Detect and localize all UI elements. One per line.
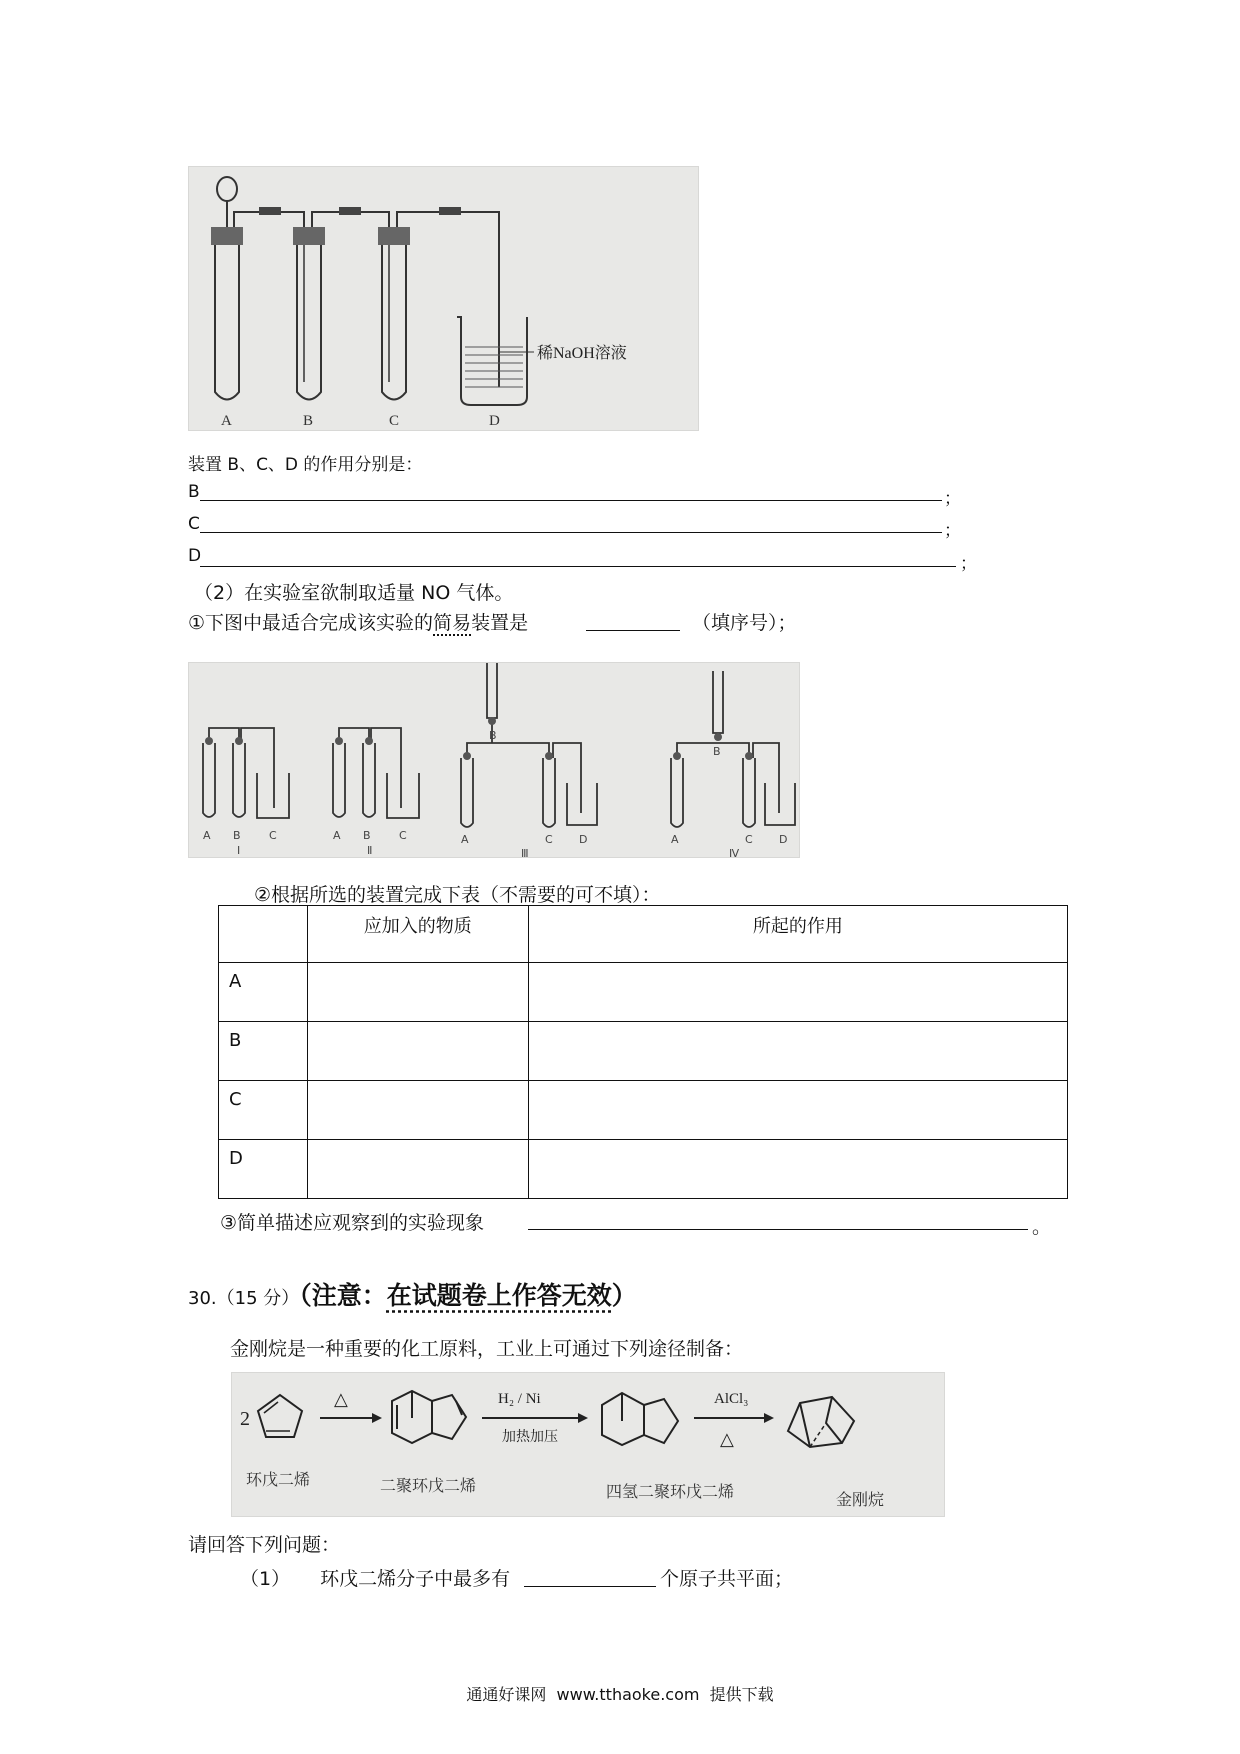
page-footer: 通通好课网 www.tthaoke.com 提供下载 [466,1685,774,1704]
setup4-roman: Ⅳ [729,847,740,858]
q30-intro: 金刚烷是一种重要的化工原料，工业上可通过下列途径制备： [230,1338,744,1360]
setup2-label-b: B [363,829,371,842]
setup1-label-c: C [269,829,277,842]
compound-name-cyclopentadiene: 环戊二烯 [246,1470,311,1489]
apparatus-figure-2 [188,662,800,858]
setup4-label-b: B [713,745,721,758]
q30-sub1-suffix: 个原子共平面； [660,1568,794,1590]
heat-pressure-condition: 加热加压 [502,1429,558,1445]
device-number-answer-line[interactable] [586,630,680,631]
role-cell-b[interactable] [528,1022,1067,1081]
phenomenon-answer-line[interactable] [528,1229,1028,1230]
answer-line-b-label: B [188,482,200,502]
compound-name-adamantane: 金刚烷 [836,1490,885,1509]
answer-line-c-label: C [188,514,200,534]
apparatus-label-c: C [389,413,400,429]
role-cell-d[interactable] [528,1140,1067,1199]
setup4-label-c: C [745,833,753,846]
compound-name-dicyclopentadiene: 二聚环戊二烯 [380,1476,477,1495]
answer-line-d-label: D [188,546,202,566]
setup1-roman: Ⅰ [237,844,241,857]
row-label-a: A [219,963,308,1022]
part2-question-1 [188,608,528,635]
answer-line-c-end: ； [944,521,961,541]
role-cell-c[interactable] [528,1081,1067,1140]
table-row [219,1022,1068,1081]
setup4-label-a: A [671,833,679,846]
setup3-roman: Ⅲ [521,847,529,858]
q30-sub1 [240,1564,510,1591]
apparatus-label-a: A [221,413,232,429]
setup2-label-c: C [399,829,407,842]
row-label-c: C [219,1081,308,1140]
apparatus-figure-2-drawing [189,663,800,858]
part2-question-2: ②根据所选的装置完成下表（不需要的可不填）： [254,884,661,906]
setup1-label-a: A [203,829,211,842]
setup3-label-c: C [545,833,553,846]
table-header-substance: 应加入的物质 [307,906,528,963]
table-row [219,963,1068,1022]
substance-cell-c[interactable] [307,1081,528,1140]
q1-middle: 装置是 [471,612,529,634]
setup3-label-a: A [461,833,469,846]
table-header-row [219,906,1068,963]
apparatus-label-b: B [303,413,314,429]
naoh-solution-label: 稀NaOH溶液 [537,345,627,362]
answer-table [218,905,1068,1199]
substance-cell-a[interactable] [307,963,528,1022]
answer-line-c[interactable] [200,532,942,533]
role-cell-a[interactable] [528,963,1067,1022]
q1-emphasis: 简易 [433,612,472,634]
coplanar-atoms-answer-line[interactable] [524,1586,656,1587]
device-role-prompt: 装置 B、C、D 的作用分别是： [188,455,423,475]
q30-heading [188,1276,637,1312]
h2-ni-reagent: H₂ / Ni [498,1391,541,1407]
heat-symbol-2: △ [720,1429,734,1450]
q30-sub1-number: （1） [240,1568,291,1590]
answer-line-d-end: ； [960,554,977,574]
setup2-roman: Ⅱ [367,844,373,857]
answer-line-b[interactable] [200,500,942,501]
table-row [219,1081,1068,1140]
answer-line-b-end: ； [944,489,961,509]
apparatus-label-d: D [489,413,500,429]
q30-note-suffix: ） [611,1281,637,1310]
scheme-coefficient: 2 [240,1408,250,1430]
substance-cell-d[interactable] [307,1140,528,1199]
table-row [219,1140,1068,1199]
apparatus-figure-1-drawing [189,167,699,431]
q1-suffix: （填序号）； [692,612,797,634]
q30-sub1-text: 环戊二烯分子中最多有 [320,1568,511,1590]
compound-name-tetrahydrodicyclopentadiene: 四氢二聚环戊二烯 [606,1482,735,1501]
q3-end: 。 [1032,1216,1052,1238]
q30-number: 30.（15 分） [188,1288,300,1309]
q30-note-prefix: （注意： [299,1281,387,1310]
part2-intro: （2）在实验室欲制取适量 NO 气体。 [194,582,514,604]
setup3-label-b: B [489,729,497,742]
setup1-label-b: B [233,829,241,842]
heat-symbol-1: △ [334,1389,348,1410]
setup4-label-d: D [779,833,788,846]
synthesis-scheme-drawing [232,1373,945,1517]
alcl3-reagent: AlCl₃ [714,1391,749,1407]
apparatus-figure-1 [188,166,699,431]
q30-ask: 请回答下列问题： [188,1534,341,1556]
substance-cell-b[interactable] [307,1022,528,1081]
part2-question-3: ③简单描述应观察到的实验现象 [220,1212,485,1234]
row-label-b: B [219,1022,308,1081]
setup2-label-a: A [333,829,341,842]
table-header-role: 所起的作用 [528,906,1067,963]
setup3-label-d: D [579,833,588,846]
table-header-blank [219,906,308,963]
adamantane-synthesis-scheme [231,1372,945,1517]
row-label-d: D [219,1140,308,1199]
answer-line-d[interactable] [200,566,956,567]
q1-prefix: ①下图中最适合完成该实验的 [188,612,434,634]
q30-note-emphasis: 在试题卷上作答无效 [386,1281,612,1310]
